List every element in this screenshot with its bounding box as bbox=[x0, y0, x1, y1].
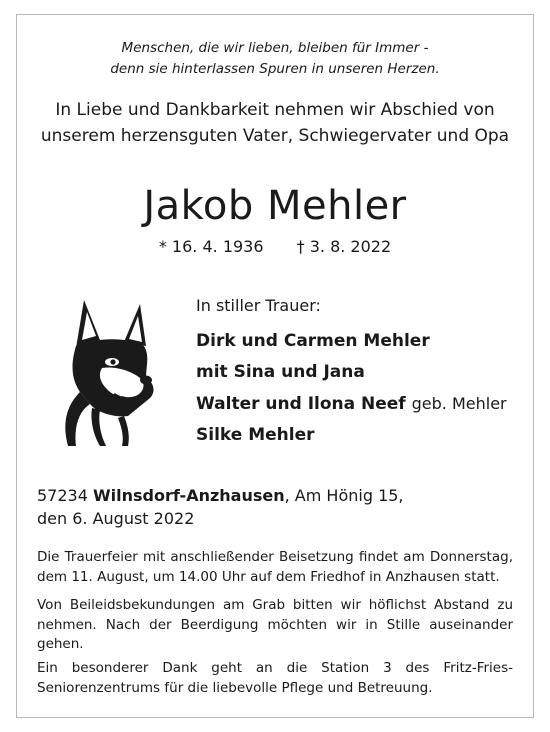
street: , Am Hönig 15, bbox=[284, 486, 404, 505]
funeral-info-paragraph: Die Trauerfeier mit anschließender Beisetzung findet am Donnerstag, dem 11. August, um 14.00 Uhr auf dem Friedhof in Anzhausen statt. bbox=[37, 549, 513, 585]
address-line bbox=[37, 484, 404, 507]
notice-date: den 6. August 2022 bbox=[37, 509, 195, 528]
german-shepherd-dog-icon bbox=[56, 296, 160, 448]
deceased-name: Jakob Mehler bbox=[143, 183, 407, 229]
mourner-line-4: Silke Mehler bbox=[196, 425, 315, 445]
death-date: † 3. 8. 2022 bbox=[296, 237, 392, 256]
zip-code: 57234 bbox=[37, 486, 88, 505]
motto-line-2: denn sie hinterlassen Spuren in unseren Herzen. bbox=[110, 61, 440, 77]
mourners-label: In stiller Trauer: bbox=[196, 296, 321, 315]
mourners-block bbox=[196, 294, 507, 451]
mourner-line-3-name: Walter und Ilona Neef bbox=[196, 394, 406, 414]
birth-date: * 16. 4. 1936 bbox=[158, 237, 264, 256]
intro-text bbox=[0, 97, 550, 149]
mourner-line-2: mit Sina und Jana bbox=[196, 362, 365, 382]
address-block bbox=[37, 484, 404, 530]
intro-line-2: unserem herzensguten Vater, Schwiegervater und Opa bbox=[40, 126, 510, 146]
life-dates bbox=[0, 236, 550, 258]
thanks-paragraph: Ein besonderer Dank geht an die Station 3 des Fritz-Fries-Seniorenzentrums für die liebevolle Pflege und Betreuung. bbox=[37, 660, 513, 696]
condolence-paragraph: Von Beileidsbekundungen am Grab bitten wir höflichst Abstand zu nehmen. Nach der Beerdigung möchten wir in Stille auseinander gehen. bbox=[37, 597, 513, 652]
maiden-name-note: geb. Mehler bbox=[411, 394, 507, 413]
motto bbox=[0, 38, 550, 80]
mourner-line-1: Dirk und Carmen Mehler bbox=[196, 331, 430, 351]
motto-line-1: Menschen, die wir lieben, bleiben für Immer - bbox=[121, 40, 429, 56]
mourner-line-3 bbox=[196, 388, 507, 420]
intro-line-1: In Liebe und Dankbarkeit nehmen wir Abschied von bbox=[55, 100, 495, 120]
town: Wilnsdorf-Anzhausen bbox=[93, 486, 285, 505]
